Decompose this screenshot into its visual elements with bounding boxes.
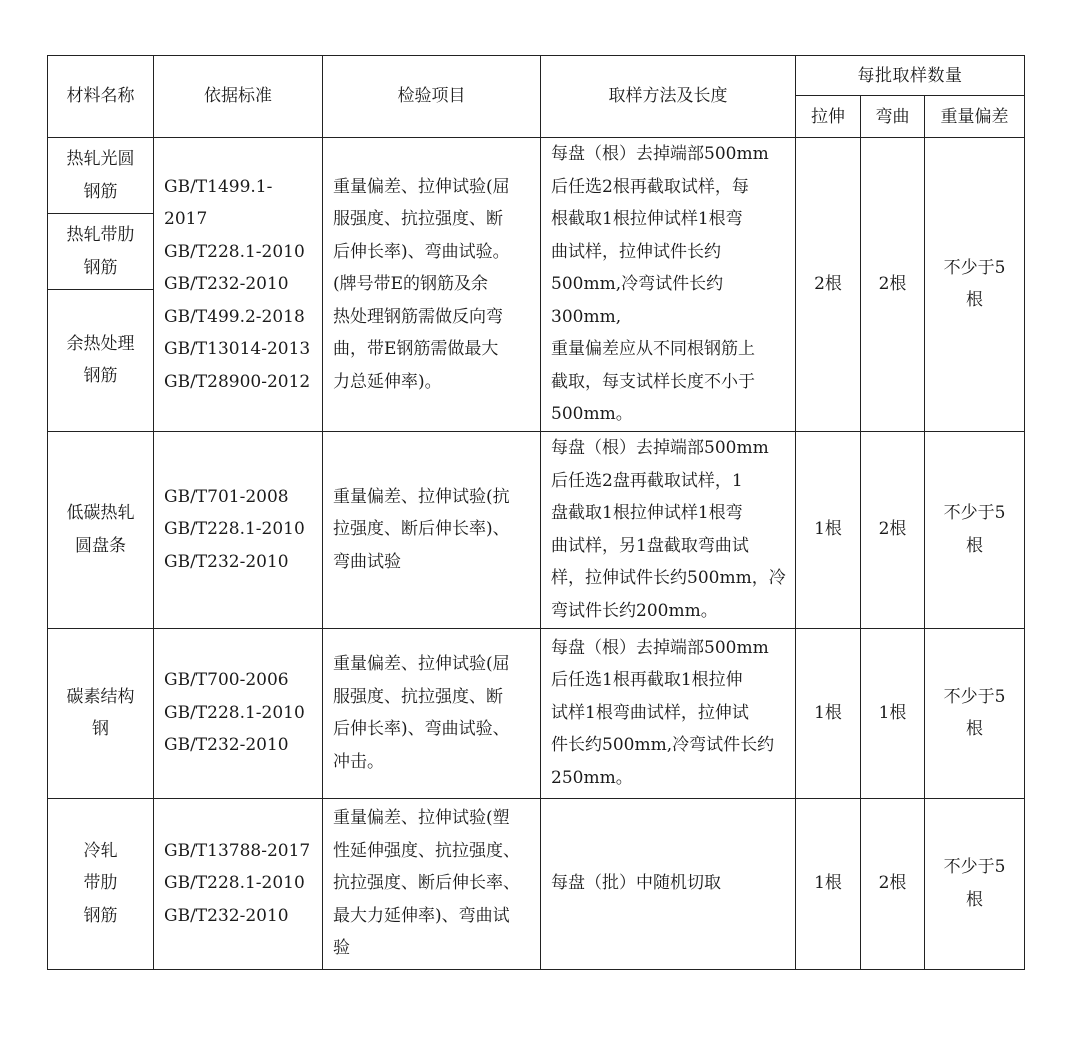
items-line: 拉强度、断后伸长率)、: [333, 519, 510, 540]
material-line: 钢筋: [83, 905, 118, 926]
bend-count: 1根: [861, 628, 925, 798]
weight-line: 不少于5: [943, 857, 1006, 877]
items-cell: [323, 431, 541, 628]
header-method: 取样方法及长度: [541, 56, 796, 138]
bend-count: 2根: [861, 138, 925, 432]
items-line: 重量偏差、拉伸试验(屈: [333, 176, 510, 197]
weight-line: 不少于5: [943, 257, 1006, 278]
method-cell: [541, 431, 796, 628]
method-line: 重量偏差应从不同根钢筋上: [551, 339, 755, 359]
standard-cell: [154, 431, 323, 628]
items-line: 服强度、抗拉强度、断: [333, 209, 503, 229]
standard-line: GB/T228.1-2010: [164, 873, 305, 894]
header-standard: 依据标准: [154, 56, 323, 138]
items-cell: [323, 138, 541, 432]
items-line: 冲击。: [333, 751, 384, 772]
method-line: 500mm,冷弯试件长约300mm,: [551, 274, 724, 327]
material-line: 冷轧: [83, 840, 118, 861]
header-weight: 重量偏差: [925, 96, 1025, 138]
tensile-count: 1根: [796, 628, 861, 798]
material-line: 碳素结构: [66, 686, 135, 707]
standard-cell: [154, 138, 323, 432]
standard-cell: [154, 628, 323, 798]
standard-line: GB/T228.1-2010: [164, 241, 305, 262]
method-line: 根截取1根拉伸试样1根弯: [551, 209, 743, 229]
items-line: 最大力延伸率)、弯曲试: [333, 905, 510, 926]
method-line: 每盘（根）去掉端部500mm: [551, 438, 769, 458]
material-cell: [48, 214, 154, 290]
standard-line: GB/T701-2008: [164, 486, 289, 507]
standard-line: GB/T232-2010: [164, 905, 289, 926]
table-row: [48, 628, 1025, 798]
material-line: 圆盘条: [75, 535, 126, 556]
method-line: 曲试样，另1盘截取弯曲试: [551, 535, 749, 556]
items-line: 重量偏差、拉伸试验(塑: [333, 808, 510, 829]
standard-cell: [154, 798, 323, 969]
items-line: 后伸长率)、弯曲试验。: [333, 241, 510, 262]
header-batch: 每批取样数量: [796, 56, 1025, 96]
method-line: 件长约500mm,冷弯试件长约: [551, 735, 775, 756]
items-line: 热处理钢筋需做反向弯: [333, 306, 503, 327]
standard-line: GB/T700-2006: [164, 670, 289, 691]
material-line: 钢: [92, 719, 109, 739]
bend-count: 2根: [861, 798, 925, 969]
weight-count: [925, 798, 1025, 969]
bend-count: 2根: [861, 431, 925, 628]
weight-line: 不少于5: [943, 686, 1006, 707]
method-cell: [541, 628, 796, 798]
table-row: [48, 138, 1025, 214]
weight-line: 根: [966, 719, 983, 739]
tensile-count: 2根: [796, 138, 861, 432]
items-cell: [323, 798, 541, 969]
method-line: 每盘（批）中随机切取: [551, 873, 721, 894]
material-cell: [48, 431, 154, 628]
method-line: 截取，每支试样长度不小于: [551, 371, 755, 392]
items-line: 重量偏差、拉伸试验(抗: [333, 486, 510, 507]
method-line: 曲试样，拉伸试件长约: [551, 241, 721, 262]
standard-line: GB/T228.1-2010: [164, 519, 305, 540]
items-line: 服强度、抗拉强度、断: [333, 686, 503, 707]
material-line: 钢筋: [83, 257, 118, 278]
material-line: 余热处理: [66, 333, 135, 354]
material-cell: [48, 798, 154, 969]
material-line: 热轧光圆: [66, 149, 135, 170]
material-line: 钢筋: [83, 366, 118, 387]
header-bend: 弯曲: [861, 96, 925, 138]
items-line: 重量偏差、拉伸试验(屈: [333, 654, 510, 674]
method-line: 后任选2根再截取试样，每: [551, 176, 749, 197]
standard-line: GB/T499.2-2018: [164, 306, 305, 327]
table-row: [48, 431, 1025, 628]
sampling-table-sheet: [47, 55, 1024, 970]
items-line: 性延伸强度、抗拉强度、: [333, 840, 520, 861]
method-line: 后任选2盘再截取试样，1: [551, 470, 743, 491]
method-line: 样，拉伸试件长约500mm，冷: [551, 568, 786, 588]
sampling-table: [47, 55, 1025, 970]
standard-line: GB/T13788-2017: [164, 840, 311, 861]
standard-line: GB/T13014-2013: [164, 339, 311, 359]
method-line: 盘截取1根拉伸试样1根弯: [551, 503, 743, 523]
method-line: 每盘（根）去掉端部500mm: [551, 637, 769, 658]
material-cell: [48, 138, 154, 214]
method-line: 每盘（根）去掉端部500mm: [551, 144, 769, 164]
method-line: 后任选1根再截取1根拉伸: [551, 670, 743, 691]
tensile-count: 1根: [796, 431, 861, 628]
standard-line: GB/T232-2010: [164, 551, 289, 572]
material-line: 带肋: [83, 873, 118, 894]
header-items: 检验项目: [323, 56, 541, 138]
weight-line: 根: [966, 290, 983, 311]
items-line: 抗拉强度、断后伸长率、: [333, 873, 520, 894]
header-tensile: 拉伸: [796, 96, 861, 138]
items-cell: [323, 628, 541, 798]
method-line: 250mm。: [551, 767, 633, 788]
tensile-count: 1根: [796, 798, 861, 969]
method-cell: [541, 798, 796, 969]
standard-line: GB/T232-2010: [164, 274, 289, 294]
material-cell: [48, 628, 154, 798]
table-row: [48, 798, 1025, 969]
material-line: 低碳热轧: [66, 503, 135, 523]
items-line: 曲，带E钢筋需做最大: [333, 339, 499, 359]
method-line: 试样1根弯曲试样，拉伸试: [551, 702, 749, 723]
standard-line: GB/T228.1-2010: [164, 702, 305, 723]
items-line: 验: [333, 938, 350, 959]
standard-line: GB/T28900-2012: [164, 371, 311, 392]
method-line: 500mm。: [551, 404, 633, 424]
material-line: 热轧带肋: [66, 225, 135, 246]
standard-line: GB/T1499.1-2017: [164, 176, 273, 229]
weight-count: [925, 431, 1025, 628]
weight-line: 不少于5: [943, 503, 1006, 523]
items-line: 后伸长率)、弯曲试验、: [333, 719, 510, 739]
weight-line: 根: [966, 889, 983, 910]
material-line: 钢筋: [83, 181, 118, 202]
method-line: 弯试件长约200mm。: [551, 600, 718, 621]
weight-line: 根: [966, 535, 983, 556]
standard-line: GB/T232-2010: [164, 735, 289, 756]
method-cell: [541, 138, 796, 432]
items-line: 弯曲试验: [333, 551, 401, 572]
weight-count: [925, 628, 1025, 798]
material-cell: [48, 290, 154, 431]
weight-count: [925, 138, 1025, 432]
header-material: 材料名称: [48, 56, 154, 138]
items-line: (牌号带E的钢筋及余: [333, 274, 489, 294]
items-line: 力总延伸率)。: [333, 371, 442, 392]
